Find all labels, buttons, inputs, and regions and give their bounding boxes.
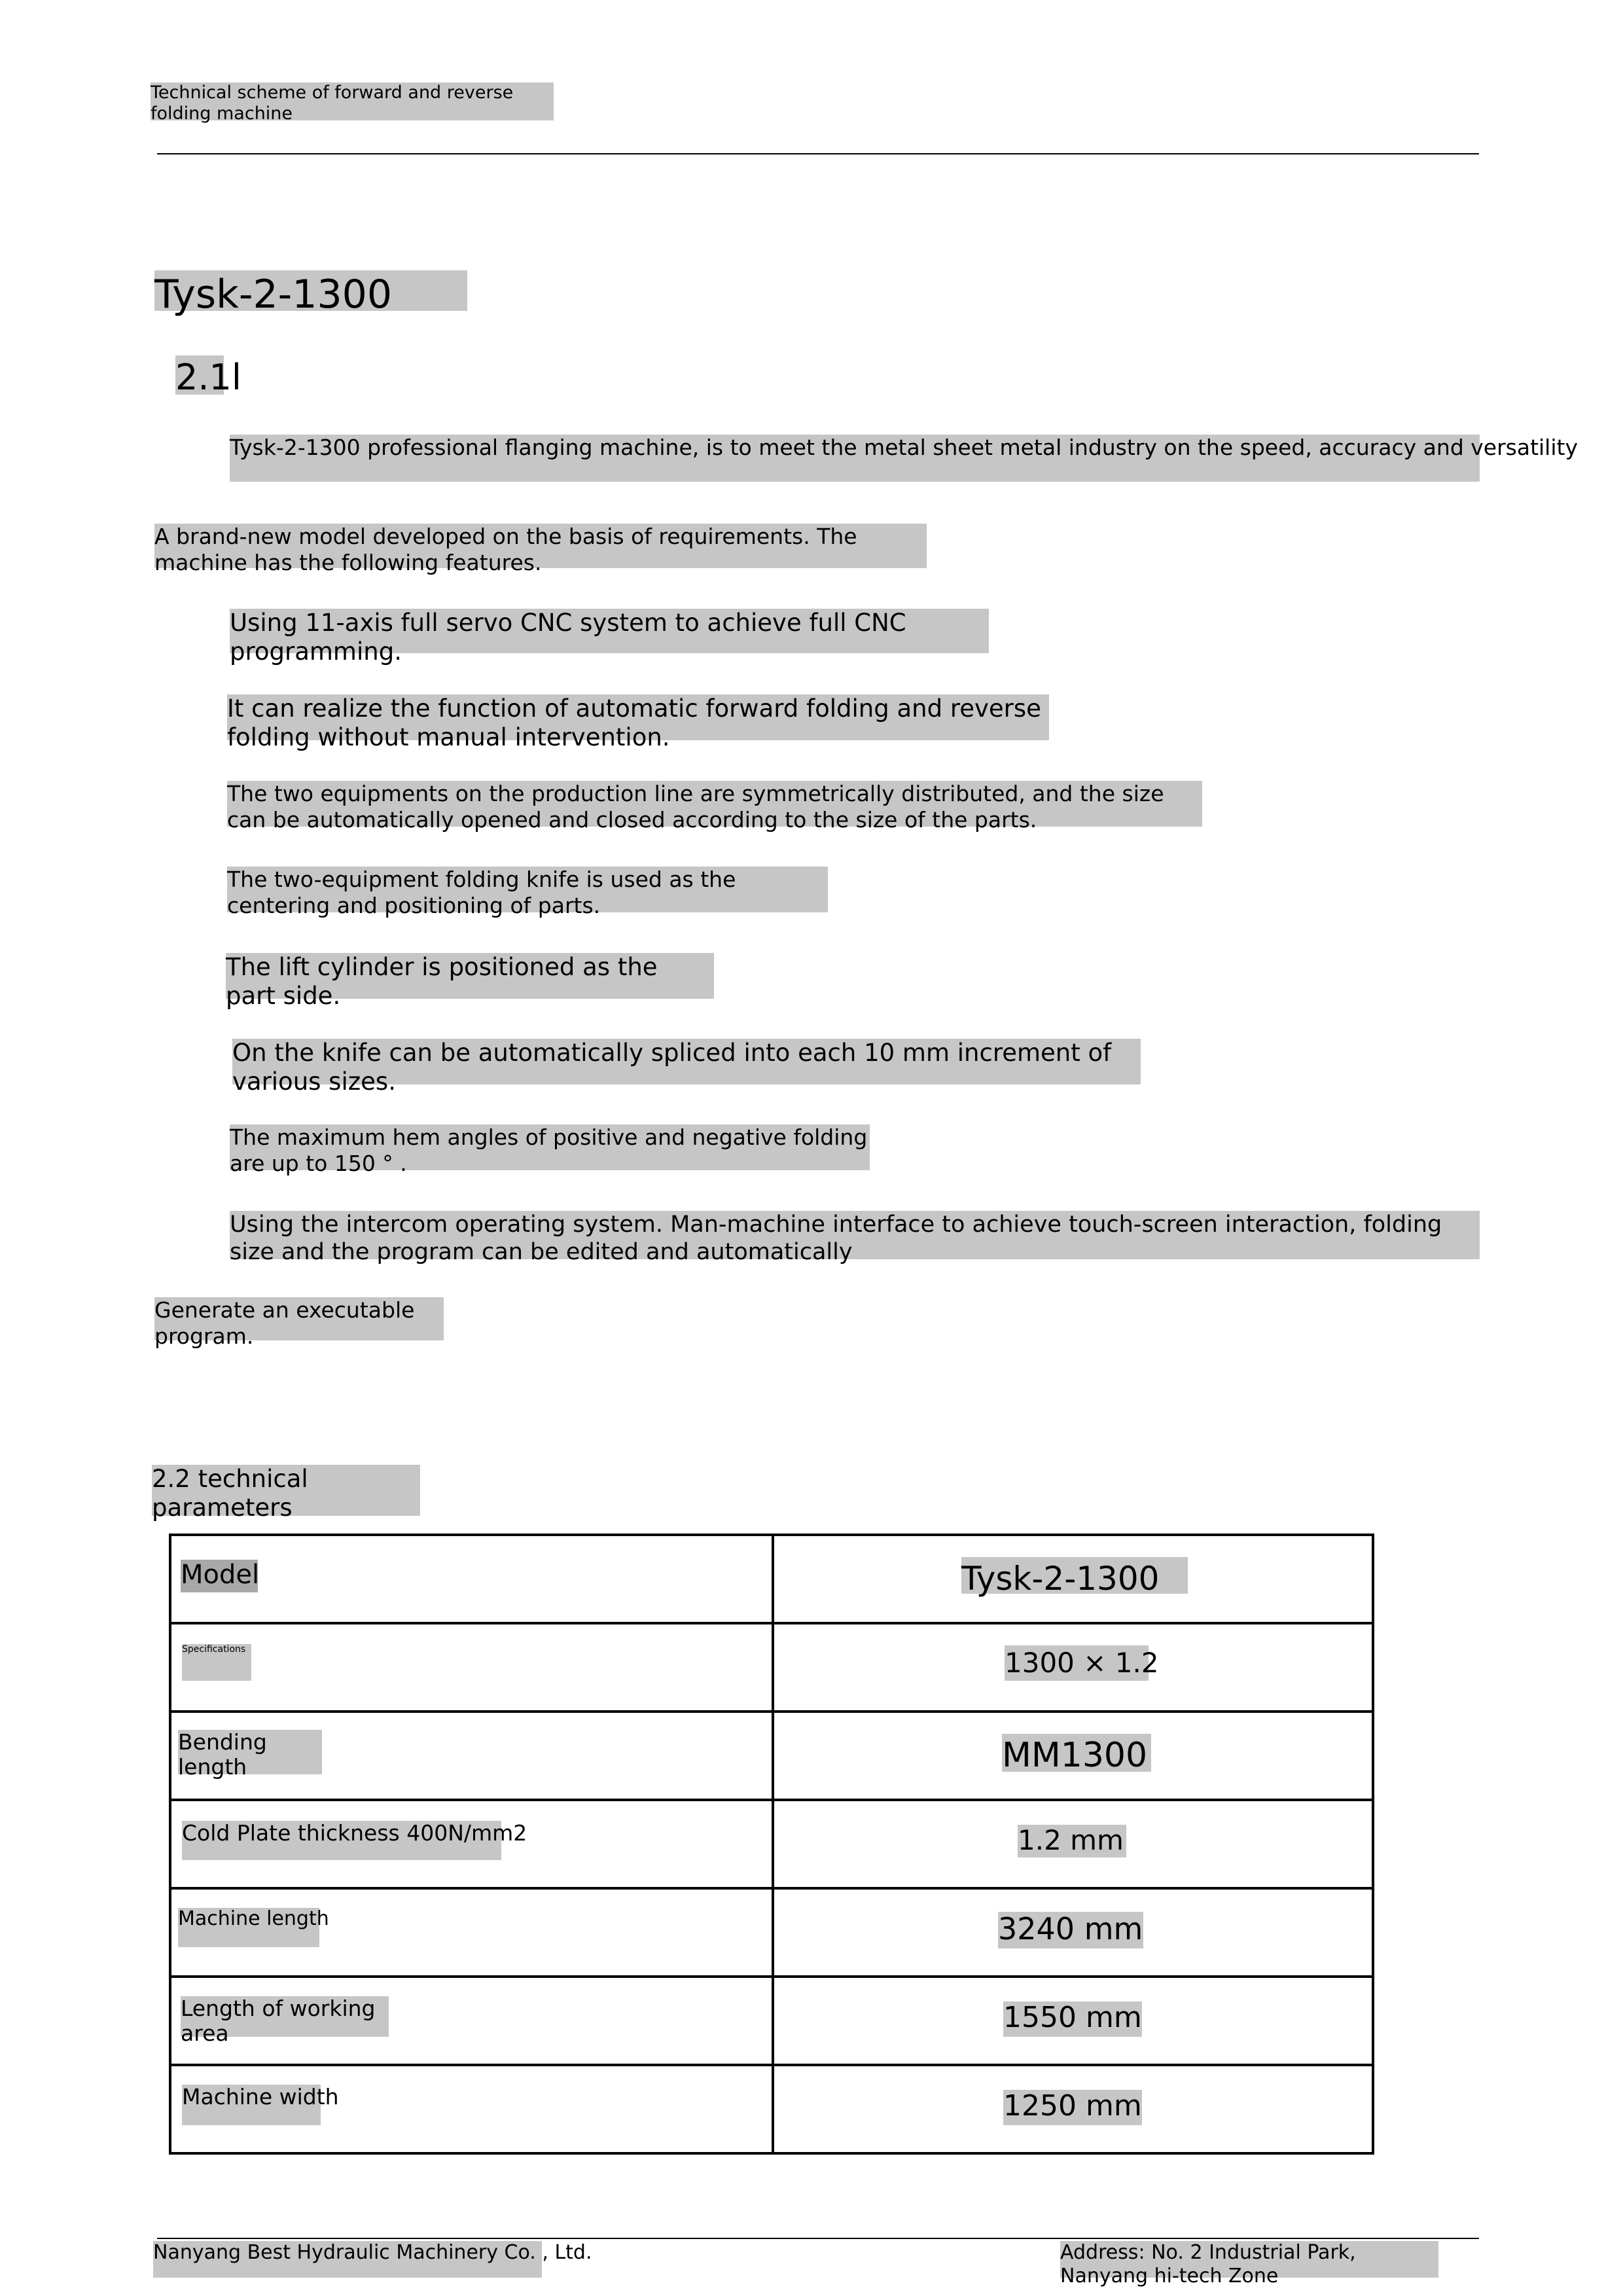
table-cell-value [773,1800,1373,1888]
row-label: Cold Plate thickness 400N/mm2 [182,1821,501,1860]
table-cell-label [170,1535,773,1623]
table-cell-value [773,1888,1373,1977]
features-continuation: Generate an executable program. [154,1297,444,1340]
row-label: Bending length [178,1730,322,1774]
header-rule [157,153,1479,154]
section-2-1-heading: 2.1l [175,357,241,398]
row-value: Tysk-2-1300 [961,1557,1188,1594]
row-label: Machine width [182,2085,321,2125]
table-cell-label [170,2065,773,2153]
table-cell-value [773,1977,1373,2065]
row-label: Machine length [178,1908,319,1947]
feature-item: The maximum hem angles of positive and negative folding are up to 150 ° . [230,1124,870,1170]
table-cell-value [773,1535,1373,1623]
section-2-2-heading: 2.2 technical parameters [152,1465,420,1516]
feature-item: The lift cylinder is positioned as the part side. [226,953,714,999]
intro-paragraph: Tysk-2-1300 professional flanging machine, is to meet the metal sheet metal industry on the speed, accuracy and versatility [230,435,1480,482]
table-row [170,1977,1373,2065]
technical-parameters-table [169,1534,1374,2155]
row-value: 1300 × 1.2 [1005,1645,1149,1681]
footer-address: Address: No. 2 Industrial Park, Nanyang hi-tech Zone [1060,2241,1438,2278]
feature-item: Using the intercom operating system. Man-machine interface to achieve touch-screen interaction, folding size and the program can be edited and automatically [230,1211,1480,1259]
row-value: 1550 mm [1003,2001,1142,2037]
row-label: Length of working area [181,1996,389,2037]
feature-item: Using 11-axis full servo CNC system to achieve full CNC programming. [230,609,989,653]
table-row [170,1888,1373,1977]
model-heading: Tysk-2-1300 [154,270,467,311]
table-cell-label [170,1623,773,1712]
feature-item: On the knife can be automatically spliced into each 10 mm increment of various sizes. [232,1039,1141,1085]
table-cell-label [170,1888,773,1977]
table-cell-label [170,1800,773,1888]
table-row [170,2065,1373,2153]
table-row [170,1623,1373,1712]
table-cell-label [170,1712,773,1800]
feature-item: The two-equipment folding knife is used as the centering and positioning of parts. [227,867,828,912]
table-cell-value [773,1623,1373,1712]
table-cell-label [170,1977,773,2065]
row-value: 3240 mm [998,1912,1143,1948]
row-value: MM1300 [1002,1734,1151,1772]
table-row [170,1800,1373,1888]
table-cell-value [773,2065,1373,2153]
row-value: 1250 mm [1003,2090,1142,2125]
table-row [170,1535,1373,1623]
header-title: Technical scheme of forward and reverse folding machine [151,82,554,120]
footer-company: Nanyang Best Hydraulic Machinery Co. , Ltd. [153,2241,542,2278]
row-label: Model [181,1560,258,1592]
feature-item: It can realize the function of automatic forward folding and reverse folding without manual intervention. [227,694,1049,740]
row-label: Specifications [182,1644,251,1681]
row-value: 1.2 mm [1018,1825,1126,1857]
footer-rule [157,2238,1479,2239]
feature-item: The two equipments on the production line are symmetrically distributed, and the size can be automatically opened and closed according to the size of the parts. [227,781,1202,827]
table-cell-value [773,1712,1373,1800]
intro-continuation: A brand-new model developed on the basis of requirements. The machine has the following features. [154,524,927,568]
table-row [170,1712,1373,1800]
